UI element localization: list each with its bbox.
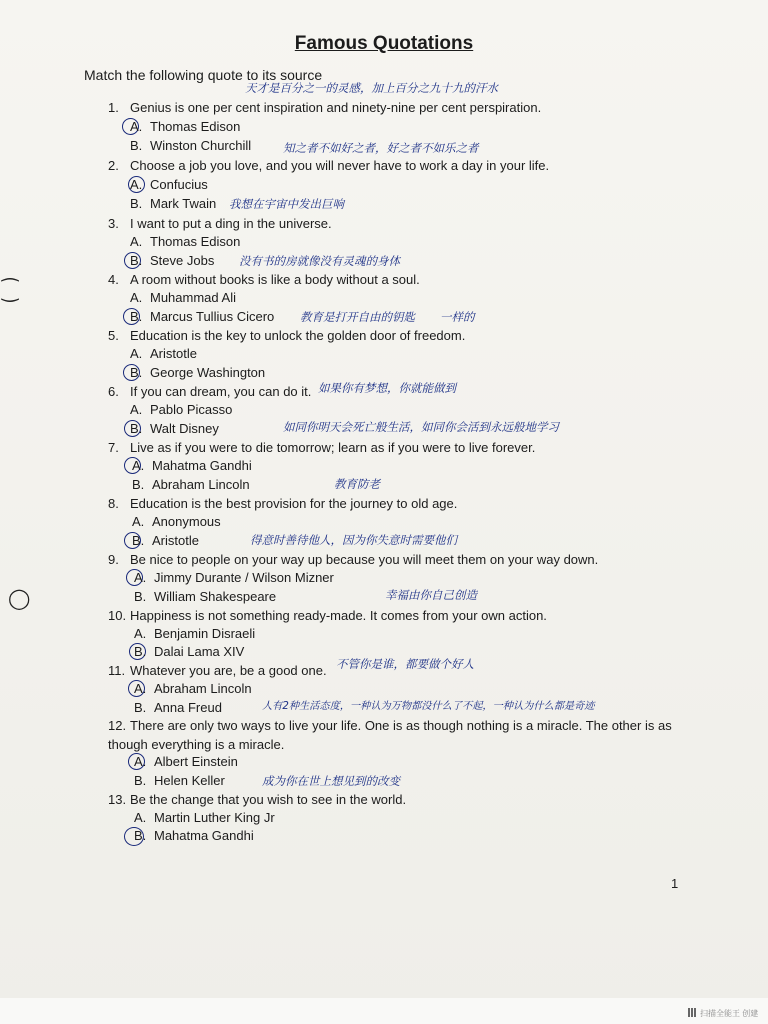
handwritten-note-q8: 教育防老 [334,477,380,491]
q7-option-a: A. Mahatma Gandhi [132,458,252,473]
q5-option-a: A. Aristotle [130,346,197,361]
question-9: 9. Be nice to people on your way up because you will meet them on your way down. [108,552,599,567]
handwritten-note-q5: 教育是打开自由的钥匙 [300,310,415,324]
q12-option-a: A. Albert Einstein [134,754,238,769]
question-7: 7. Live as if you were to die tomorrow; learn as if you were to live forever. [108,440,536,455]
page-number: 1 [671,876,679,891]
handwritten-note-q11: 不管你是谁，都要做个好人 [336,657,474,671]
q6-option-b: B. Walt Disney [130,421,219,436]
q6-option-a: A. Pablo Picasso [130,402,233,417]
handwritten-note-q1: 天才是百分之一的灵感，加上百分之九十九的汗水 [245,81,498,95]
question-12: 12. There are only two ways to live your life. One is as though nothing is a miracle. The other is as though everything is a miracle. [108,718,672,752]
q2-option-a: A. Confucius [130,177,208,192]
question-3: 3. I want to put a ding in the universe. [108,216,332,231]
q12-option-b: B. Helen Keller [134,773,225,788]
q4-option-a: A. Muhammad Ali [130,290,236,305]
q9-option-b: B. William Shakespeare [134,589,277,604]
question-5: 5. Education is the key to unlock the golden door of freedom. [108,328,466,343]
handwritten-note-q10: 幸福由你自己创造 [385,588,477,602]
handwritten-note-q12: 人有2种生活态度，一种认为万物都没什么了不起，一种认为什么都是奇迹 [262,701,595,712]
q11-option-b: B. Anna Freud [134,700,222,715]
q7-option-b: B. Abraham Lincoln [132,477,250,492]
q10-option-b: B. Dalai Lama XIV [134,644,245,659]
qr-code-icon [688,1008,697,1017]
handwritten-note-q1b: 知之者不如好之者，好之者不如乐之者 [283,141,479,155]
question-11: 11. Whatever you are, be a good one. [108,663,327,678]
page-title: Famous Quotations [294,33,474,54]
handwritten-note-q7: 如同你明天会死亡般生活，如同你会活到永远般地学习 [283,420,559,434]
q5-option-b: B. George Washington [130,365,266,380]
q1-option-a: A. Thomas Edison [130,119,241,134]
question-8: 8. Education is the best provision for the journey to old age. [108,496,458,511]
handwritten-note-q3: 我想在宇宙中发出巨响 [229,197,344,211]
question-4: 4. A room without books is like a body without a soul. [108,272,420,287]
q3-option-a: A. Thomas Edison [130,234,241,249]
handwritten-note-q5b: 一样的 [440,310,475,324]
question-1: 1. Genius is one per cent inspiration and ninety-nine per cent perspiration. [108,100,542,115]
question-13: 13. Be the change that you wish to see in the world. [108,792,407,807]
q13-option-b: B. Mahatma Gandhi [134,828,254,843]
handwritten-note-q9: 得意时善待他人，因为你失意时需要他们 [250,533,457,547]
q10-option-a: A. Benjamin Disraeli [134,626,256,641]
q9-option-a: A. Jimmy Durante / Wilson Mizner [134,570,334,585]
q8-option-a: A. Anonymous [132,514,221,529]
question-2: 2. Choose a job you love, and you will never have to work a day in your life. [108,158,550,173]
handwritten-note-q4: 没有书的房就像没有灵魂的身体 [239,254,400,268]
q1-option-b: B. Winston Churchill [130,138,252,153]
punch-hole-mark-top: ⁐ [2,280,19,302]
scanner-watermark: 扫描全能王 创建 [700,1009,759,1018]
question-6: 6. If you can dream, you can do it. [108,384,312,399]
instruction: Match the following quote to its source [84,67,323,83]
handwritten-note-q13: 成为你在世上想见到的改变 [262,774,400,788]
question-10: 10. Happiness is not something ready-made. It comes from your own action. [108,608,547,623]
scan-bottom-edge [0,998,768,1024]
q2-option-b: B. Mark Twain [130,196,217,211]
q11-option-a: A. Abraham Lincoln [134,681,252,696]
q8-option-b: B. Aristotle [132,533,199,548]
q3-option-b: B. Steve Jobs [130,253,215,268]
handwritten-note-q6: 如果你有梦想，你就能做到 [318,381,456,395]
punch-hole-mark-bottom: ◯ [8,588,31,610]
q13-option-a: A. Martin Luther King Jr [134,810,275,825]
q4-option-b: B. Marcus Tullius Cicero [130,309,275,324]
